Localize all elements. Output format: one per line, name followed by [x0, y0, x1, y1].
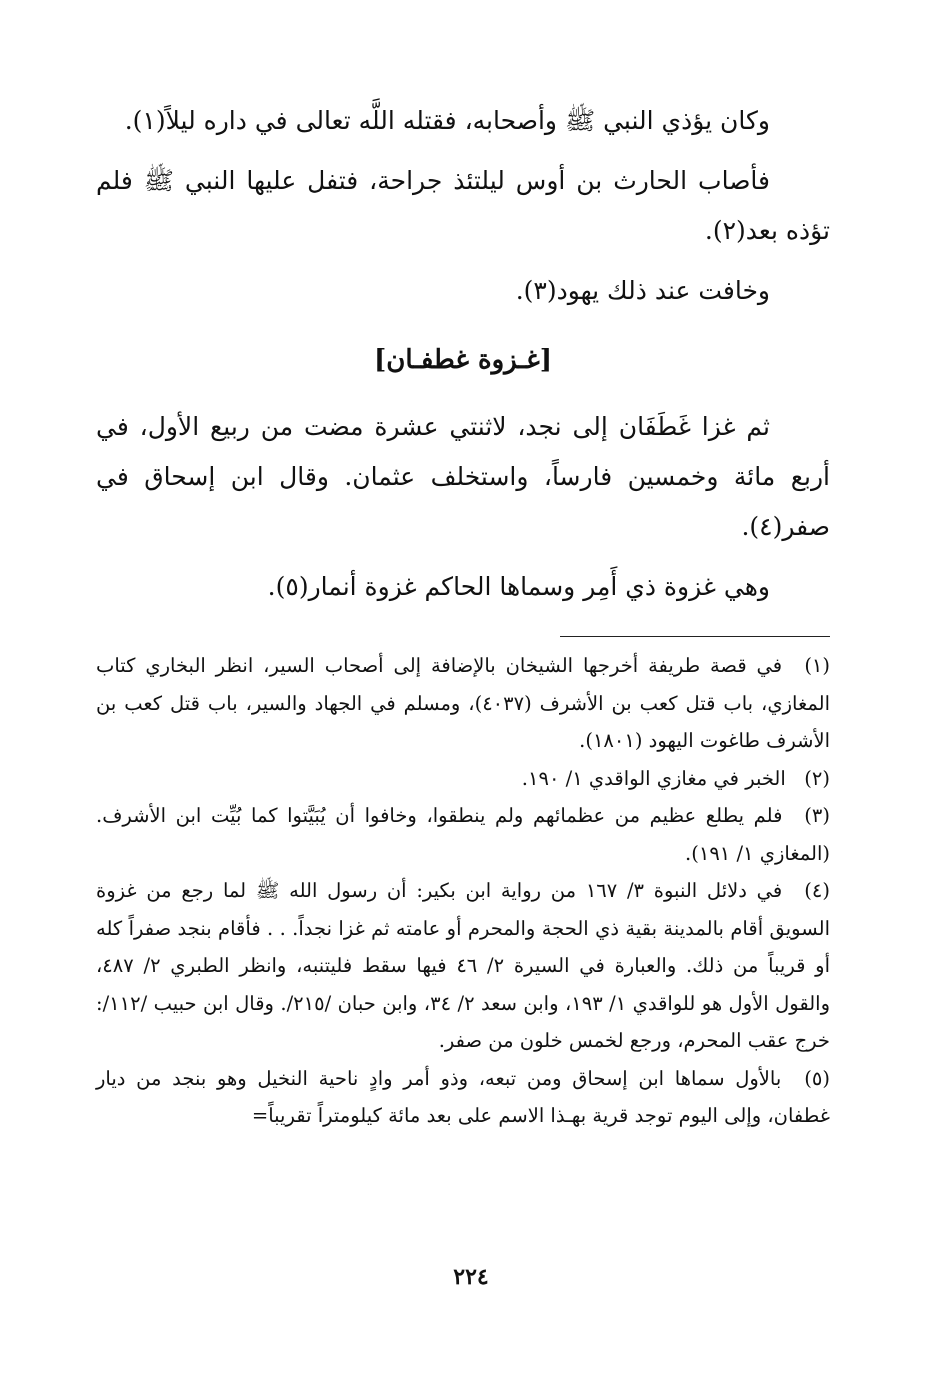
footnote-4	[96, 872, 830, 1060]
footnote-text: فلم يطلع عظيم من عظمائهم ولم ينطقوا، وخافوا أن يُبَيَّتوا كما بُيِّت ابن الأشرف. (المغازي ١/ ١٩١).	[96, 804, 830, 865]
section-heading: [غـزوة غطفـان]	[373, 345, 553, 375]
paragraph-1: وكان يؤذي النبي ﷺ وأصحابه، فقتله اللَّه تعالى في داره ليلاً(١).	[124, 106, 770, 135]
footnote-text: بالأول سماها ابن إسحاق ومن تبعه، وذو أمر وادٍ ناحية النخيل وهو بنجد من ديار غطفان، وإلى اليوم توجد قرية بهـذا الاسم على بعد مائة كيلومتراً تقريباً=	[96, 1066, 830, 1127]
footnote-text: في دلائل النبوة ٣/ ١٦٧ من رواية ابن بكير: أن رسول الله ﷺ لما رجع من غزوة السويق أقام بالمدينة بقية ذي الحجة والمحرم أو عامته ثم غزا نجداً. . . فأقام بنجد صفراً كله أو قريباً من ذلك. والعبارة في السيرة ٢/ ٤٦ فيها سقط فليتنبه، وانظر الطبري ٢/ ٤٨٧، والقول الأول هو للواقدي ١/ ١٩٣، وابن سعد ٢/ ٣٤، وابن حبان /٢١٥/. وقال ابن حبيب /١١٢/: خرج عقب المحرم، ورجع لخمس خلون من صفر.	[96, 879, 830, 1052]
footnote-number: (٢)	[804, 766, 830, 790]
footnote-5	[96, 1060, 830, 1135]
footnote-text: في قصة طريفة أخرجها الشيخان بالإضافة إلى أصحاب السير، انظر البخاري كتاب المغازي، باب قتل كعب بن الأشرف (٤٠٣٧)، ومسلم في الجهاد والسير، باب قتل كعب بن الأشرف طاغوت اليهود (١٨٠١).	[96, 654, 830, 752]
footnote-divider	[560, 636, 830, 637]
footnote-text: الخبر في مغازي الواقدي ١/ ١٩٠.	[521, 766, 786, 790]
paragraph-4: ثم غزا غَطَفَان إلى نجد، لاثنتي عشرة مضت من ربيع الأول، في أربع مائة وخمسين فارساً، واستخلف عثمان. وقال ابن إسحاق في صفر(٤).	[96, 412, 830, 541]
footnote-2	[96, 760, 830, 798]
footnote-3	[96, 797, 830, 872]
page-number: ٢٢٤	[453, 1264, 489, 1290]
footnote-number: (٤)	[804, 879, 830, 902]
footnote-number: (١)	[804, 654, 831, 677]
footnote-1	[96, 647, 830, 760]
paragraph-5: وهي غزوة ذي أَمِر وسماها الحاكم غزوة أنمار(٥).	[267, 572, 770, 601]
footnote-number: (٥)	[804, 1066, 830, 1090]
paragraph-2: فأصاب الحارث بن أوس ليلتئذ جراحة، فتفل عليها النبي ﷺ فلم تؤذه بعد(٢).	[96, 166, 830, 245]
footnotes	[96, 647, 830, 1135]
footnote-number: (٣)	[804, 804, 830, 827]
page-body	[96, 96, 830, 1296]
paragraph-3: وخافت عند ذلك يهود(٣).	[515, 276, 770, 305]
